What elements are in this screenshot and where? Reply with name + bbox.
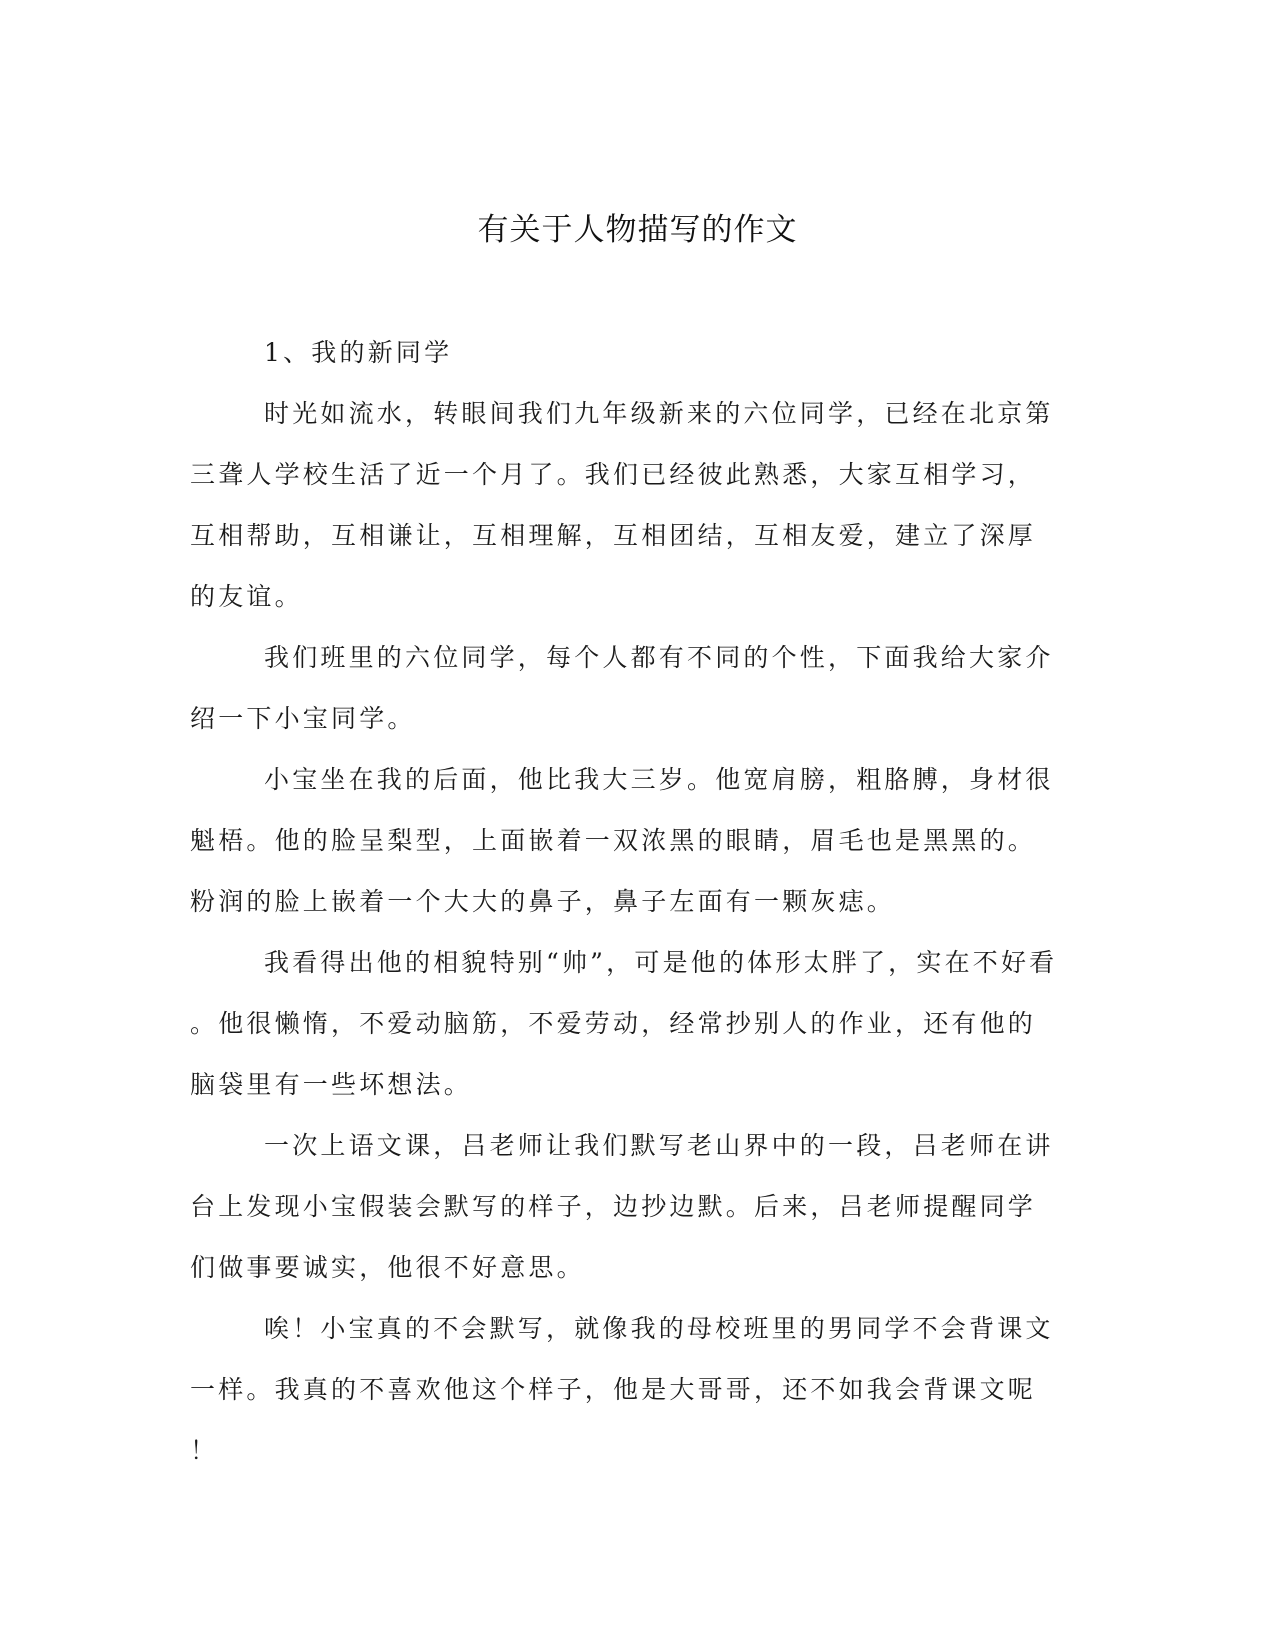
body-line: 小宝坐在我的后面，他比我大三岁。他宽肩膀，粗胳膊，身材很 xyxy=(264,765,1054,794)
body-line: 魁梧。他的脸呈梨型，上面嵌着一双浓黑的眼睛，眉毛也是黑黑的。 xyxy=(190,826,1037,855)
body-line: 时光如流水，转眼间我们九年级新来的六位同学，已经在北京第 xyxy=(264,399,1054,428)
body-line: 的友谊。 xyxy=(190,582,303,611)
body-line: 唉！小宝真的不会默写，就像我的母校班里的男同学不会背课文 xyxy=(264,1314,1054,1343)
body-line: 粉润的脸上嵌着一个大大的鼻子，鼻子左面有一颗灰痣。 xyxy=(190,887,896,916)
body-line: 我们班里的六位同学，每个人都有不同的个性，下面我给大家介 xyxy=(264,643,1054,672)
body-line: 三聋人学校生活了近一个月了。我们已经彼此熟悉，大家互相学习， xyxy=(190,460,1037,489)
section-heading: 1、我的新同学 xyxy=(264,338,453,367)
body-line: 互相帮助，互相谦让，互相理解，互相团结，互相友爱，建立了深厚 xyxy=(190,521,1037,550)
body-line: ！ xyxy=(190,1436,219,1465)
body-line: 绍一下小宝同学。 xyxy=(190,704,416,733)
document-body xyxy=(190,322,1082,1481)
body-line: 脑袋里有一些坏想法。 xyxy=(190,1070,473,1099)
body-line: 一样。我真的不喜欢他这个样子，他是大哥哥，还不如我会背课文呢 xyxy=(190,1375,1037,1404)
body-line: 一次上语文课，吕老师让我们默写老山界中的一段，吕老师在讲 xyxy=(264,1131,1054,1160)
body-line: 。他很懒惰，不爱动脑筋，不爱劳动，经常抄别人的作业，还有他的 xyxy=(190,1009,1037,1038)
body-line: 台上发现小宝假装会默写的样子，边抄边默。后来，吕老师提醒同学 xyxy=(190,1192,1037,1221)
body-line: 我看得出他的相貌特别“帅”，可是他的体形太胖了，实在不好看 xyxy=(264,948,1058,977)
document-title: 有关于人物描写的作文 xyxy=(477,212,798,248)
body-line: 们做事要诚实，他很不好意思。 xyxy=(190,1253,585,1282)
